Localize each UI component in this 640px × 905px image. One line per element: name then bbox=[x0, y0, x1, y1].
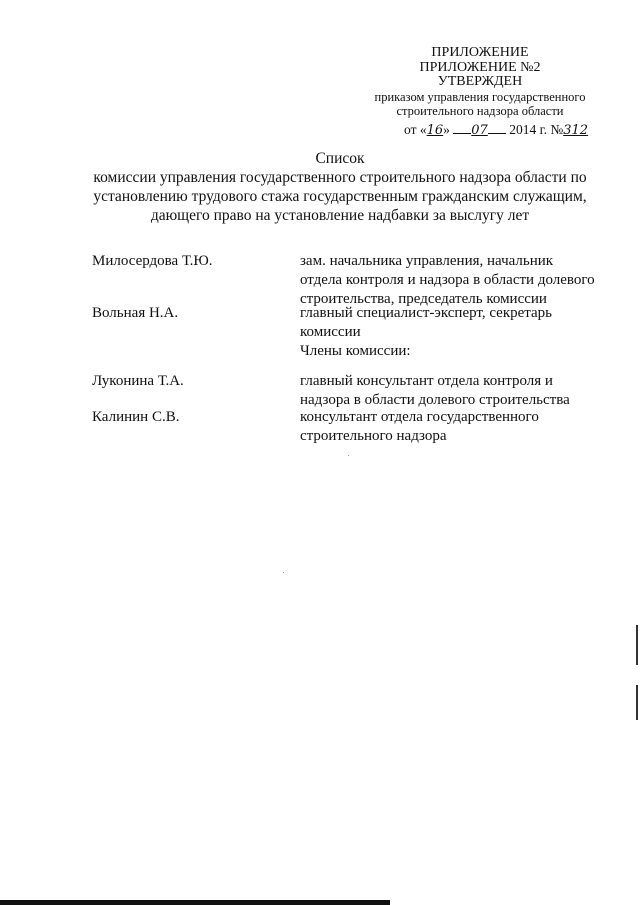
order-number: 312 bbox=[563, 123, 589, 138]
position-line: надзора в области долевого строительства bbox=[300, 392, 570, 408]
approval-block bbox=[330, 46, 630, 119]
date-year: 2014 г. № bbox=[505, 122, 564, 137]
position-line: главный специалист-эксперт, секретарь bbox=[300, 305, 553, 321]
member-name: Милосердова Т.Ю. bbox=[92, 253, 213, 269]
position-line: комиссии bbox=[300, 324, 361, 340]
position-line: отдела контроля и надзора в области долевого bbox=[300, 272, 595, 288]
position-line: строительства, председатель комиссии bbox=[300, 291, 547, 307]
member-position bbox=[300, 372, 620, 410]
position-line: зам. начальника управления, начальник bbox=[300, 253, 554, 269]
date-underline-2 bbox=[488, 123, 506, 134]
title-line-2: установлению трудового стажа государственным гражданским служащим, bbox=[93, 188, 587, 205]
member-position bbox=[300, 252, 620, 309]
member-name: Калинин С.В. bbox=[92, 409, 180, 425]
member-position bbox=[300, 408, 620, 446]
date-underline bbox=[453, 123, 471, 134]
scan-speck bbox=[283, 572, 284, 573]
member-name: Луконина Т.А. bbox=[92, 373, 184, 389]
scan-edge-mark bbox=[636, 625, 638, 665]
order-line-1: приказом управления государственного bbox=[374, 89, 586, 104]
appendix-number: ПРИЛОЖЕНИЕ №2 bbox=[419, 59, 541, 75]
position-line: консультант отдела государственного bbox=[300, 409, 539, 425]
position-line: строительного надзора bbox=[300, 428, 447, 444]
title-line-3: дающего право на установление надбавки за выслугу лет bbox=[150, 207, 530, 224]
document-title bbox=[60, 149, 620, 225]
order-line-2: строительного надзора области bbox=[396, 104, 564, 118]
scan-speck bbox=[348, 455, 349, 456]
scan-edge-mark bbox=[636, 685, 638, 720]
scan-bottom-bar bbox=[0, 900, 390, 905]
members-heading: Члены комиссии: bbox=[300, 343, 411, 359]
member-position bbox=[300, 304, 620, 361]
date-prefix: от « bbox=[404, 122, 427, 137]
date-month: 07 bbox=[471, 123, 488, 138]
appendix-label: ПРИЛОЖЕНИЕ bbox=[431, 45, 529, 60]
approved-label: УТВЕРЖДЕН bbox=[437, 74, 523, 89]
member-name: Вольная Н.А. bbox=[92, 305, 179, 321]
title-heading: Список bbox=[315, 150, 365, 167]
title-line-1: комиссии управления государственного строительного надзора области по bbox=[93, 169, 587, 186]
date-day: 16 bbox=[426, 123, 444, 138]
order-date-line bbox=[404, 122, 588, 138]
position-line: главный консультант отдела контроля и bbox=[300, 373, 553, 389]
date-mid: » bbox=[443, 122, 454, 137]
